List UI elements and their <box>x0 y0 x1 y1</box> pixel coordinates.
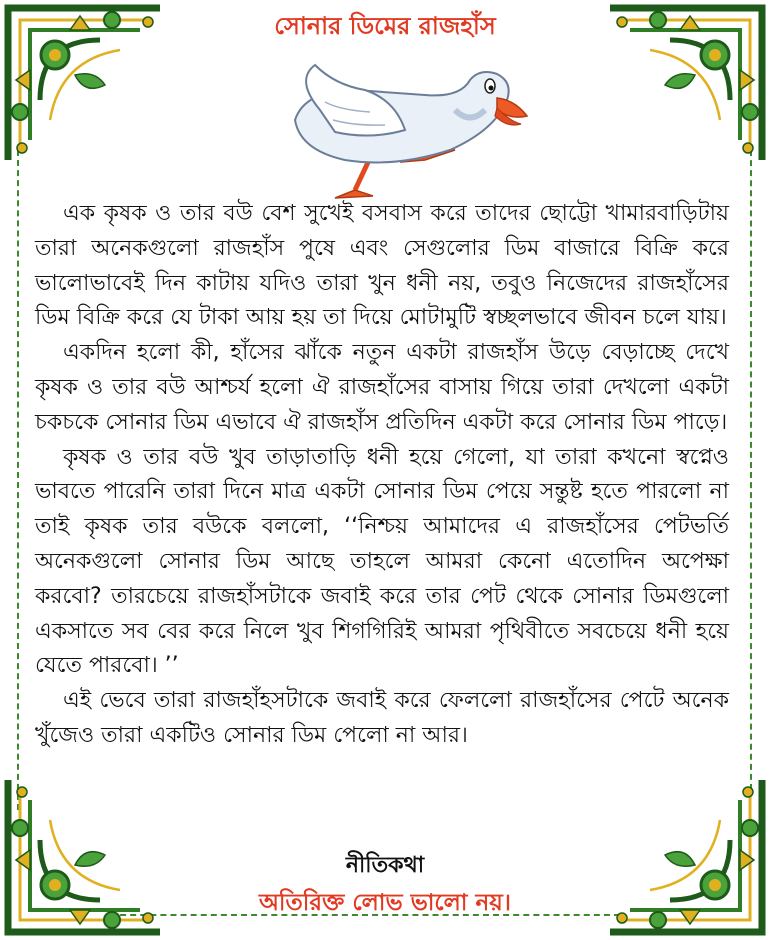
story-paragraph-2: একদিন হলো কী, হাঁসের ঝাঁকে নতুন একটা রাজহাঁস উড়ে বেড়াচ্ছে দেখে কৃষক ও তার বউ আশ্চর্য হলো ঐ রাজহাঁসের বাসায় গিয়ে তারা দেখলো একটা চকচকে সোনার ডিম এভাবে ঐ রাজহাঁস প্রতিদিন একটা করে সোনার ডিম পাড়ে। <box>35 340 729 435</box>
story-paragraph-1: এক কৃষক ও তার বউ বেশ সুখেই বসবাস করে তাদের ছোট্টো খামারবাড়িটায় তারা অনেকগুলো রাজহাঁস পুষে এবং সেগুলোর ডিম বাজারে বিক্রি করে ভালোভাবেই দিন কাটায় যদিও তারা খুন ধনী নয়, তবুও নিজেদের রাজহাঁসের ডিম বিক্রি করে যে টাকা আয় হয় তা দিয়ে মোটামুটি স্বচ্ছলভাবে জীবন চলে যায়। <box>35 201 729 331</box>
story-paragraph-3: কৃষক ও তার বউ খুব তাড়াতাড়ি ধনী হয়ে গেলো, যা তারা কখনো স্বপ্নেও ভাবতে পারেনি তারা দিনে মাত্র একটা সোনার ডিম পেয়ে সন্তুষ্ট হতে পারলো না তাই কৃষক তার বউকে বললো, ‘‘নিশ্চয় আমাদের এ রাজহাঁসের পেটভর্তি অনেকগুলো সোনার ডিম আছে তাহলে আমরা কেনো এতোদিন অপেক্ষা করবো? তারচেয়ে রাজহাঁসটাকে জবাই করে তার পেট থেকে সোনার ডিমগুলো একসাতে সব বের করে নিলে খুব শিগগিরিই আমরা পৃথিবীতে সবচেয়ে ধনী হয়ে যেতে পারবো। ’’ <box>35 444 729 679</box>
goose-illustration <box>275 50 535 200</box>
story-paragraph-4: এই ভেবে তারা রাজহাঁহসটাকে জবাই করে ফেললো রাজহাঁসের পেটে অনেক খুঁজেও তারা একটিও সোনার ডিম পেলো না আর। <box>35 688 729 748</box>
moral-heading: নীতিকথা <box>345 853 425 878</box>
page-title: সোনার ডিমের রাজহাঁস <box>274 12 496 40</box>
story-text <box>35 197 729 754</box>
moral-text: অতিরিক্ত লোভ ভালো নয়। <box>259 890 511 916</box>
left-dashed-border <box>17 150 19 810</box>
right-dashed-border <box>750 150 752 790</box>
